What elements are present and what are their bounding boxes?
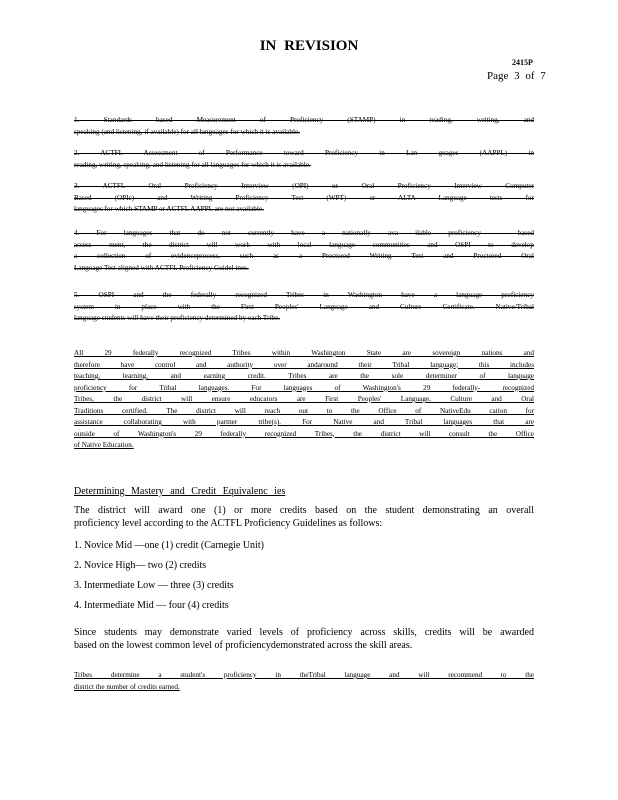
level-item-1: 1. Novice Mid —one (1) credit (Carnegie Unit) — [74, 540, 264, 551]
tribes-paragraph — [74, 348, 534, 452]
closing-paragraph — [74, 670, 534, 693]
text-line: Tribes, the district will ensure educators are First Peoples' Language, Culture and Oral — [74, 395, 534, 403]
text-line: 3. ACTFL Oral Proficiency Interview (OPI) or Oral Proficiency Interview Computer — [74, 182, 534, 190]
text-line: district the number of credits earned. — [74, 682, 180, 691]
text-line: proficiency level according to the ACTFL Proficiency Guidelines as follows: — [74, 517, 383, 529]
text-line: assistance collaborating with partner tribe(s). For Native and Tribal languages that are — [74, 418, 534, 426]
credit-intro — [74, 505, 534, 530]
text-line: Traditions certified. The district will reach out to the Office of NativeEdu cation for — [74, 406, 534, 415]
text-line: languages for which STAMP or ACTFL AAPPL are not available. — [74, 205, 264, 213]
text-line: teaching, learning, and earning credit. Tribes are the sole determiner of language — [74, 372, 534, 380]
text-line: Based (OPIc) and Writing Proficiency Test (WPT) or ALTA Language tests for — [74, 193, 534, 202]
text-line: Tribes determine a student's proficiency in theTribal language and will recommend to the — [74, 671, 534, 679]
text-line: reading, writing, speaking, and listening for all languages for which it is available. — [74, 160, 311, 169]
text-line: language students will have their proficiency determined by each Tribe. — [74, 314, 280, 322]
revision-banner: IN REVISION — [259, 38, 359, 54]
text-line: 5. OSPI and the federally recognized Tribes in Washington have a language proficiency — [74, 291, 534, 299]
text-line: The district will award one (1) or more credits based on the student demonstrating an overall — [74, 505, 534, 516]
text-line: assess ment, the district will work with local language communities and OSPI to develop — [74, 240, 534, 249]
text-line: 4. For languages that do not currently have a nationally ava ilable proficiency - based — [74, 229, 534, 237]
level-item-3: 3. Intermediate Low — three (3) credits — [74, 580, 234, 591]
level-item-2: 2. Novice High— two (2) credits — [74, 560, 207, 571]
page-number: Page 3 of 7 — [487, 70, 546, 82]
text-line: speaking (and listening, if available) for all languages for which it is available. — [74, 127, 300, 136]
level-item-4: 4. Intermediate Mid — four (4) credits — [74, 600, 229, 611]
text-line: a collection of evidenceprocess, such as a Proctored Writing Test and Proctored Oral — [74, 252, 534, 260]
text-line: Language Test aligned with ACTFL Proficiency Guidel ines. — [74, 263, 249, 272]
policy-number: 2415P — [512, 58, 533, 67]
since-paragraph — [74, 627, 534, 652]
text-line: of Native Education. — [74, 441, 134, 449]
text-line: 2. ACTFL Assessment of Performance toward Proficiency in Lan guages (AAPPL) in — [74, 149, 534, 157]
text-line: system in place with the First Peoples' Language and Culture Certificate. Native/Tribal — [74, 302, 534, 311]
struck-item-1 — [74, 115, 534, 138]
text-line: based on the lowest common level of proficiencydemonstrated across the skill areas. — [74, 639, 413, 651]
text-line: proficiency for Tribal languages. For languages of Washington's 29 federally- recognized — [74, 383, 534, 392]
text-line: All 29 federally recognized Tribes within Washington State are sovereign nations and — [74, 349, 534, 357]
text-line: 1. Standards based Measurement of Proficiency (STAMP) in reading, writing, and — [74, 116, 534, 124]
section-heading: Determining Mastery and Credit Equivalenc ies — [74, 486, 286, 497]
text-line: Since students may demonstrate varied levels of proficiency across skills, credits will be awarded — [74, 627, 534, 638]
struck-item-5 — [74, 290, 534, 325]
struck-item-3 — [74, 181, 534, 216]
text-line: therefore have control and authority over andaround their Tribal language; this includes — [74, 360, 534, 369]
struck-item-2 — [74, 148, 534, 171]
struck-item-4 — [74, 228, 534, 274]
text-line: outside of Washington's 29 federally recognized Tribes, the district will consult the Office — [74, 429, 534, 438]
